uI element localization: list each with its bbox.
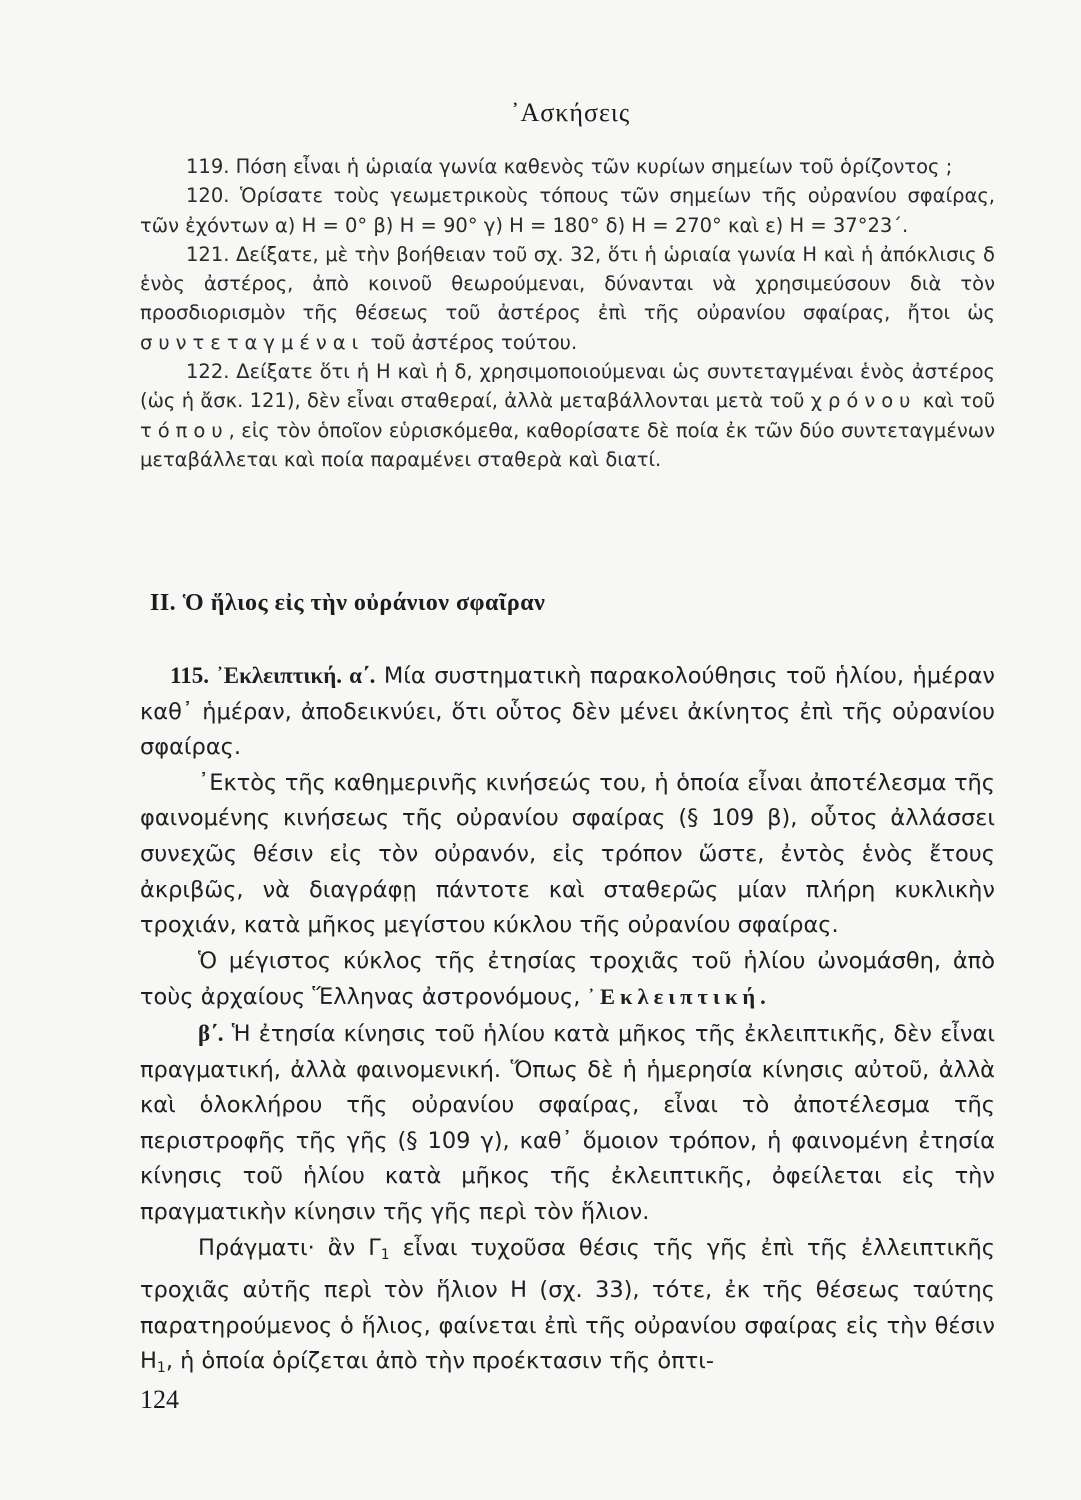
paragraph-3	[140, 944, 995, 1016]
emphasis-place: τόπου	[140, 418, 229, 442]
page-number: 124	[140, 1385, 179, 1414]
paragraph-5	[140, 1231, 995, 1387]
exercise-122-end: , εἰς τὸν ὁποῖον εὑρισκόμεθα, καθορίσατε δὲ ποία ἐκ τῶν δύο συντεταγμένων μεταβάλλεται καὶ ποία παραμένει σταθερὰ καὶ διατί.	[140, 418, 995, 471]
exercise-122-text: 122. Δείξατε ὅτι ἡ Η καὶ ἡ δ, χρησιμοποιούμεναι ὡς συντεταγμέναι ἑνὸς ἀστέρος (ὡς ἡ ἄσκ. 121), δὲν εἶναι σταθεραί, ἀλλὰ μεταβάλλονται μετὰ τοῦ	[140, 360, 995, 413]
exercises-block	[140, 152, 995, 474]
paragraph-subheading: β΄.	[198, 1020, 224, 1046]
exercise-121-end: τοῦ ἀστέρος τούτου.	[370, 330, 578, 354]
paragraph-heading: 115. ᾿Εκλειπτική. α΄.	[170, 663, 376, 688]
paragraph-115a	[140, 658, 995, 766]
exercise-122-and: καὶ τοῦ	[922, 389, 995, 413]
term-ecliptic: ᾿Εκλειπτική.	[587, 984, 771, 1010]
paragraph-115b-text: Ἡ ἐτησία κίνησις τοῦ ἡλίου κατὰ μῆκος τῆς ἐκλειπτικῆς, δὲν εἶναι πραγματική, ἀλλὰ φαινομενική. Ὅπως δὲ ἡ ἡμερησία κίνησις αὐτοῦ, ἀλλὰ καὶ ὁλοκλήρου τῆς οὐρανίου σφαίρας, εἶναι τὸ ἀποτέλεσμα τῆς περιστροφῆς τῆς γῆς (§ 109 γ), καθ᾿ ὅμοιον τρόπον, ἡ φαινομένη ἐτησία κίνησις τοῦ ἡλίου κατὰ μῆκος τῆς ἐκλειπτικῆς, ὀφείλεται εἰς τὴν πραγματικὴν κίνησιν τῆς γῆς περὶ τὸν ἥλιον.	[140, 1020, 995, 1225]
exercise-122	[140, 357, 995, 474]
paragraph-5-b: εἶναι τυχοῦσα θέσις τῆς γῆς ἐπὶ τῆς ἐλλειπτικῆς τροχιᾶς αὐτῆς περὶ τὸν ἥλιον Η (σχ. 33), τότε, ἐκ τῆς θέσεως ταύτης παρατηρούμενος ὁ ἥλιος, φαίνεται ἐπὶ τῆς οὐρανίου σφαίρας εἰς τὴν θέσιν Η	[140, 1234, 995, 1375]
emphasis-time: χρόνου	[810, 389, 917, 413]
exercise-121	[140, 240, 995, 357]
paragraph-5-a: Πράγματι· ἂν Γ	[198, 1234, 381, 1261]
paragraph-2: ᾿Εκτὸς τῆς καθημερινῆς κινήσεώς του, ἡ ὁποία εἶναι ἀποτέλεσμα τῆς φαινομένης κινήσεως τῆς οὐρανίου σφαίρας (§ 109 β), οὗτος ἀλλάσσει συνεχῶς θέσιν εἰς τὸν οὐρανόν, εἰς τρόπον ὥστε, ἐντὸς ἑνὸς ἔτους ἀκριβῶς, νὰ διαγράφῃ πάντοτε καὶ σταθερῶς μίαν πλήρη κυκλικὴν τροχιάν, κατὰ μῆκος μεγίστου κύκλου τῆς οὐρανίου σφαίρας.	[140, 769, 995, 939]
section-title: ΙΙ. Ὁ ἥλιος εἰς τὴν οὐράνιον σφαῖραν	[150, 590, 546, 616]
exercise-120: 120. Ὁρίσατε τοὺς γεωμετρικοὺς τόπους τῶν σημείων τῆς οὐρανίου σφαίρας, τῶν ἐχόντων α) Η = 0° β) Η = 90° γ) Η = 180° δ) Η = 270° καὶ ε) Η = 37°23΄.	[140, 184, 995, 237]
paragraph-3-text: Ὁ μέγιστος κύκλος τῆς ἐτησίας τροχιᾶς τοῦ ἡλίου ὠνομάσθη, ἀπὸ τοὺς ἀρχαίους Ἕλληνας ἀστρονόμους,	[140, 947, 995, 1011]
paragraph-115a-text: Μία συστηματικὴ παρακολούθησις τοῦ ἡλίου, ἡμέραν καθ᾿ ἡμέραν, ἀποδεικνύει, ὅτι οὗτος δὲν μένει ἀκίνητος ἐπὶ τῆς οὐρανίου σφαίρας.	[140, 663, 995, 761]
exercise-121-text: 121. Δείξατε, μὲ τὴν βοήθειαν τοῦ σχ. 32, ὅτι ἡ ὡριαία γωνία Η καὶ ἡ ἀπόκλισις δ ἑνὸς ἀστέρος, ἀπὸ κοινοῦ θεωρούμεναι, δύνανται νὰ χρησιμεύσουν διὰ τὸν προσδιορισμὸν τῆς θέσεως τοῦ ἀστέρος ἐπὶ τῆς οὐρανίου σφαίρας, ἤτοι ὡς	[140, 242, 995, 325]
running-head: ᾿Ασκήσεις	[510, 98, 631, 127]
exercise-119: 119. Πόση εἶναι ἡ ὡριαία γωνία καθενὸς τῶν κυρίων σημείων τοῦ ὁρίζοντος ;	[186, 155, 953, 178]
subscript: 1	[156, 1360, 166, 1377]
body-text	[140, 658, 995, 1387]
paragraph-5-c: , ἡ ὁποία ὁρίζεται ἀπὸ τὴν προέκτασιν τῆς ὀπτι-	[165, 1348, 715, 1375]
paragraph-115b	[140, 1016, 995, 1231]
subscript: 1	[380, 1246, 390, 1263]
emphasis-coordinates: συντεταγμέναι	[140, 330, 365, 354]
